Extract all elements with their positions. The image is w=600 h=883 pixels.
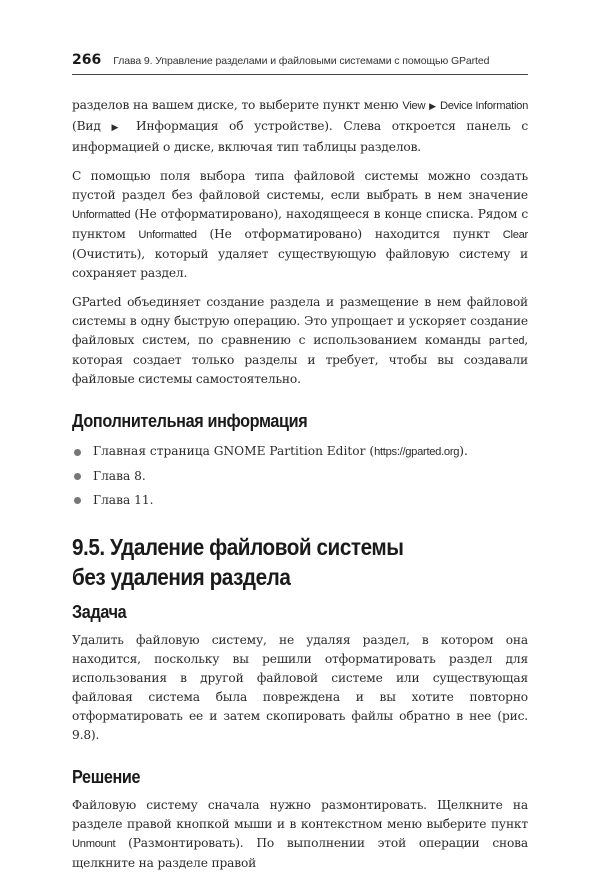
list-item-text: Глава 8. [93, 469, 146, 483]
list-item [72, 467, 528, 486]
list-item-text: Главная страница GNOME Partition Editor ( [93, 444, 375, 458]
menu-device-information: Device Information [439, 100, 528, 112]
option-unformatted: Unformatted [72, 209, 131, 221]
page-content [72, 96, 528, 883]
paragraph-text: разделов на вашем диске, то выберите пункт меню [72, 98, 403, 112]
menu-unmount: Unmount [72, 838, 116, 850]
paragraph-text: Информация об устройстве). Слева откроется панель с информацией о диске, включая тип таблицы разделов. [72, 119, 528, 154]
paragraph-text: GParted объединяет создание раздела и размещение в нем файловой системы в одну быструю операцию. Это упрощает и ускоряет создание файловых систем, по сравнению с использованием команды [72, 295, 528, 347]
chapter-title: Глава 9. Управление разделами и файловыми системами с помощью GParted [113, 55, 490, 67]
gparted-link[interactable]: https://gparted.org [374, 446, 460, 458]
menu-view: View [402, 100, 426, 112]
submenu-arrow-icon: ▶ [111, 123, 126, 133]
paragraph-text: (Очистить), который удаляет существующую файловую систему и сохраняет раздел. [72, 247, 528, 280]
bullet-icon [74, 449, 81, 456]
solution-heading: Решение [72, 767, 141, 787]
paragraph-text: (Не отформатировано) находится пункт [196, 227, 503, 241]
more-info-list [72, 442, 528, 510]
paragraph-device-info [72, 96, 528, 157]
paragraph-text: С помощью поля выбора типа файловой системы можно создать пустой раздел без файловой системы, если выбрать в нем значение [72, 169, 528, 202]
bullet-icon [74, 473, 81, 480]
section-title-line2: без удаления раздела [72, 564, 291, 590]
list-item-text: Глава 11. [93, 493, 154, 507]
paragraph-unformatted [72, 167, 528, 283]
command-parted: parted [488, 335, 525, 347]
option-clear: Clear [502, 229, 528, 241]
task-paragraph: Удалить файловую систему, не удаляя раздел, в котором она находится, поскольку вы решили отформатировать раздел для использования в другой файловой системе или существующая файловая система была повреждена и вы хотите повторно отформатировать ее и затем скопировать файлы обратно в нее (рис. 9.8). [72, 633, 528, 742]
list-item [72, 491, 528, 510]
paragraph-text: , которая создает только разделы и требует, чтобы вы создавали файловые системы самостоятельно. [72, 333, 528, 386]
paragraph-text: (Вид [72, 119, 112, 133]
section-title [72, 532, 528, 592]
solution-paragraph [72, 796, 528, 873]
paragraph-text: (Размонтировать). По выполнении этой операции снова щелкните на разделе правой [72, 836, 528, 870]
option-unformatted: Unformatted [138, 229, 197, 241]
paragraph-text: (Не отформатировано), находящееся в конце списка. Рядом с пунктом [72, 207, 528, 241]
bullet-icon [74, 497, 81, 504]
paragraph-text: Файловую систему сначала нужно размонтировать. Щелкните на разделе правой кнопкой мыши и в контекстном меню выберите пункт [72, 798, 528, 831]
paragraph-gparted [72, 293, 528, 389]
list-item-text: ). [459, 444, 468, 458]
submenu-arrow-icon: ▶ [429, 102, 437, 112]
list-item [72, 442, 528, 462]
section-title-line1: 9.5. Удаление файловой системы [72, 534, 404, 560]
more-info-heading: Дополнительная информация [72, 411, 308, 431]
running-header [72, 52, 528, 75]
page-number: 266 [72, 52, 102, 68]
task-heading: Задача [72, 602, 127, 622]
